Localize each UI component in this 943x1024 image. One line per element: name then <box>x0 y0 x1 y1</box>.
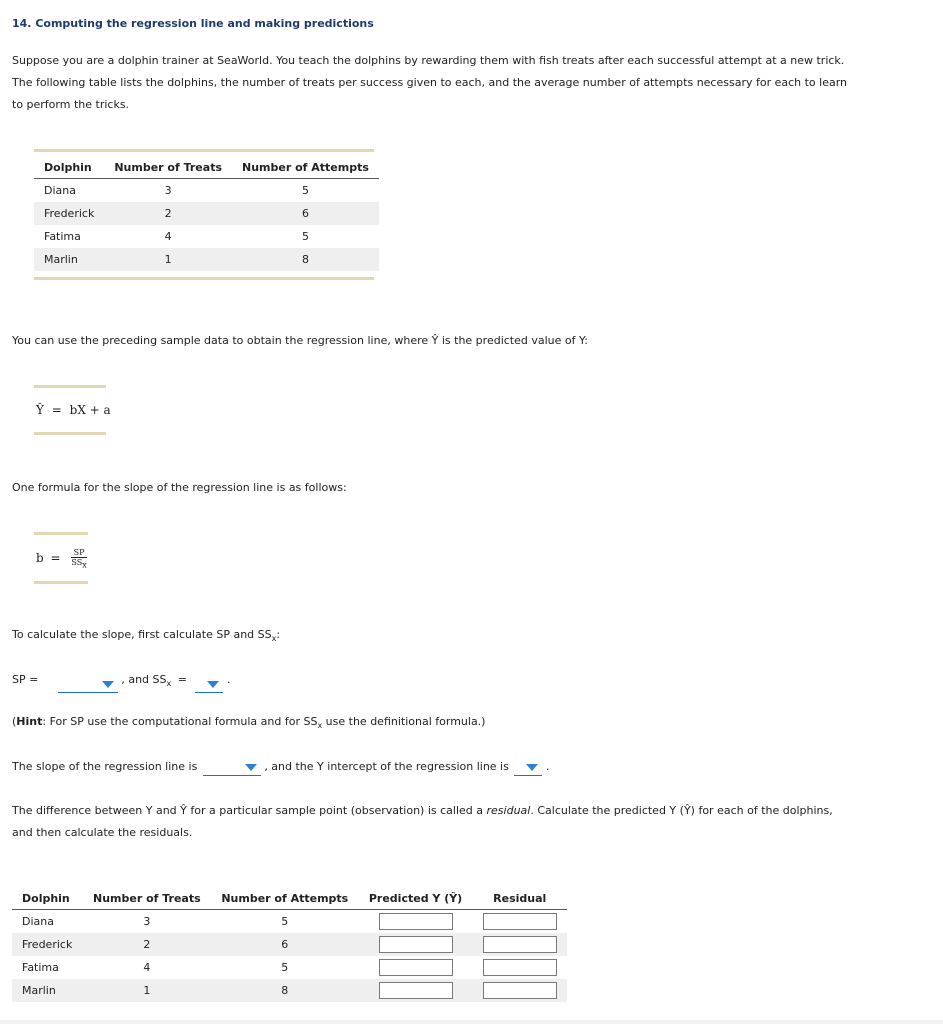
and-ssx-label <box>121 673 172 689</box>
intro-line-1: Suppose you are a dolphin trainer at SeaWorld. You teach the dolphins by rewarding them with fish treats after each successful attempt at a new trick. <box>12 54 845 67</box>
hint-bold: Hint <box>16 715 43 728</box>
fraction-numerator: SP <box>71 548 86 558</box>
predicted-input[interactable] <box>379 913 453 930</box>
calc-text <box>12 626 280 648</box>
question-title: 14. Computing the regression line and making predictions <box>12 17 374 30</box>
regression-formula <box>34 388 111 432</box>
table-row <box>34 202 379 225</box>
cell-predicted <box>359 933 473 956</box>
intercept-dropdown[interactable] <box>514 761 542 776</box>
col-header-dolphin: Dolphin <box>12 887 83 910</box>
residual-line-2: and then calculate the residuals. <box>12 826 193 839</box>
cell-treats: 4 <box>143 961 151 974</box>
cell-dolphin: Frederick <box>34 202 104 225</box>
intro-line-2: The following table lists the dolphins, the number of treats per success given to each, and the average number of attempts necessary for each to learn <box>12 76 848 89</box>
predicted-input[interactable] <box>379 959 453 976</box>
calc-text-sub: x <box>271 634 277 644</box>
formula-b: b <box>36 551 44 565</box>
slope-formula <box>34 535 88 581</box>
table-header-row <box>34 156 379 179</box>
cell-dolphin: Marlin <box>12 979 83 1002</box>
slope-formula-text: One formula for the slope of the regression line is as follows: <box>12 481 347 494</box>
fraction-denominator <box>71 558 86 570</box>
cell-attempts: 8 <box>232 248 379 271</box>
col-header-treats: Number of Treats <box>83 887 211 910</box>
sp-ssx-line <box>12 671 230 693</box>
cell-attempts: 6 <box>211 933 359 956</box>
regression-formula-box <box>34 385 111 435</box>
cell-attempts: 5 <box>301 230 309 243</box>
formula-fraction <box>71 548 86 570</box>
formula-bottom-rule <box>34 432 106 435</box>
intercept-label: , and the Y intercept of the regression line is <box>264 760 509 773</box>
regression-text: You can use the preceding sample data to obtain the regression line, where Ŷ is the predicted value of Y: <box>12 334 588 347</box>
hint-sub: x <box>317 721 323 731</box>
formula-equals: = <box>51 403 62 417</box>
cell-attempts: 6 <box>232 202 379 225</box>
cell-residual <box>473 933 568 956</box>
cell-attempts: 5 <box>301 184 309 197</box>
sp-label: SP = <box>12 673 39 686</box>
cell-treats: 2 <box>104 202 232 225</box>
formula-equals: = <box>50 551 61 565</box>
denominator-main: SS <box>71 557 83 567</box>
dolphin-table-container <box>34 149 374 280</box>
intro-paragraph <box>12 50 892 116</box>
cell-attempts: 5 <box>281 915 289 928</box>
cell-treats: 3 <box>143 915 151 928</box>
cell-dolphin: Fatima <box>44 230 81 243</box>
residual-part1: The difference between Y and Ŷ for a particular sample point (observation) is called a <box>12 804 487 817</box>
col-header-attempts: Number of Attempts <box>211 887 359 910</box>
cell-residual <box>473 956 568 979</box>
residual-input[interactable] <box>483 982 557 999</box>
calc-text-end: : <box>276 628 281 641</box>
col-header-predicted: Predicted Y (Ŷ) <box>359 887 473 910</box>
residual-line-1 <box>12 800 892 822</box>
table-row <box>12 933 567 956</box>
dropdown-arrow-icon <box>207 681 219 688</box>
cell-residual <box>473 910 568 934</box>
formula-yhat: Ŷ <box>36 403 44 417</box>
hint-open: ( <box>12 715 17 728</box>
dolphin-table <box>34 156 379 271</box>
and-sub: x <box>166 679 172 689</box>
hint-text <box>12 713 485 735</box>
table-row <box>34 225 379 248</box>
table-bottom-rule <box>34 277 374 280</box>
table-row <box>34 248 379 271</box>
residual-input[interactable] <box>483 936 557 953</box>
dropdown-arrow-icon <box>526 764 538 771</box>
formula-bottom-rule <box>34 581 88 584</box>
table-row <box>12 979 567 1002</box>
cell-dolphin: Frederick <box>12 933 83 956</box>
sp-dropdown[interactable] <box>58 678 118 693</box>
predicted-input[interactable] <box>379 936 453 953</box>
slope-intercept-line <box>12 758 549 776</box>
residual-input[interactable] <box>483 913 557 930</box>
dropdown-arrow-icon <box>102 681 114 688</box>
prediction-table <box>12 887 567 1002</box>
denominator-sub: x <box>82 560 87 570</box>
cell-treats: 1 <box>83 979 211 1002</box>
cell-dolphin: Diana <box>22 915 54 928</box>
cell-attempts: 8 <box>211 979 359 1002</box>
predicted-input[interactable] <box>379 982 453 999</box>
cell-predicted <box>359 979 473 1002</box>
cell-attempts: 5 <box>281 961 289 974</box>
cell-treats: 2 <box>83 933 211 956</box>
cell-dolphin: Diana <box>44 184 76 197</box>
table-row <box>12 910 567 934</box>
hint-part2: use the definitional formula.) <box>322 715 486 728</box>
residual-paragraph <box>12 800 892 844</box>
sp-line-end: . <box>226 673 231 686</box>
slope-formula-box <box>34 532 88 584</box>
intro-line-3: to perform the tricks. <box>12 98 130 111</box>
col-header-residual: Residual <box>473 887 568 910</box>
calc-text-main: To calculate the slope, first calculate SP and SS <box>12 628 272 641</box>
table-top-rule <box>34 149 374 152</box>
residual-italic: residual <box>486 804 531 817</box>
ssx-equals: = <box>177 673 187 686</box>
residual-part2: . Calculate the predicted Y (Ŷ) for each of the dolphins, <box>530 804 833 817</box>
cell-predicted <box>359 910 473 934</box>
cell-predicted <box>359 956 473 979</box>
cell-treats: 4 <box>164 230 172 243</box>
dropdown-arrow-icon <box>245 764 257 771</box>
formula-rhs: bX + a <box>69 403 111 417</box>
table-row <box>12 956 567 979</box>
col-header-treats: Number of Treats <box>104 156 232 179</box>
slope-dropdown[interactable] <box>203 761 261 776</box>
cell-dolphin: Fatima <box>22 961 59 974</box>
slope-label: The slope of the regression line is <box>12 760 198 773</box>
table-row <box>34 179 379 203</box>
residual-input[interactable] <box>483 959 557 976</box>
cell-residual <box>473 979 568 1002</box>
table-header-row <box>12 887 567 910</box>
col-header-attempts: Number of Attempts <box>232 156 379 179</box>
col-header-dolphin: Dolphin <box>34 156 104 179</box>
cell-treats: 1 <box>104 248 232 271</box>
slope-line-end: . <box>545 760 550 773</box>
cell-treats: 3 <box>164 184 172 197</box>
cell-dolphin: Marlin <box>34 248 104 271</box>
hint-part1: : For SP use the computational formula and for SS <box>42 715 318 728</box>
ssx-dropdown[interactable] <box>195 678 223 693</box>
and-text: , and SS <box>121 673 167 686</box>
page-bottom-edge <box>0 1020 943 1024</box>
